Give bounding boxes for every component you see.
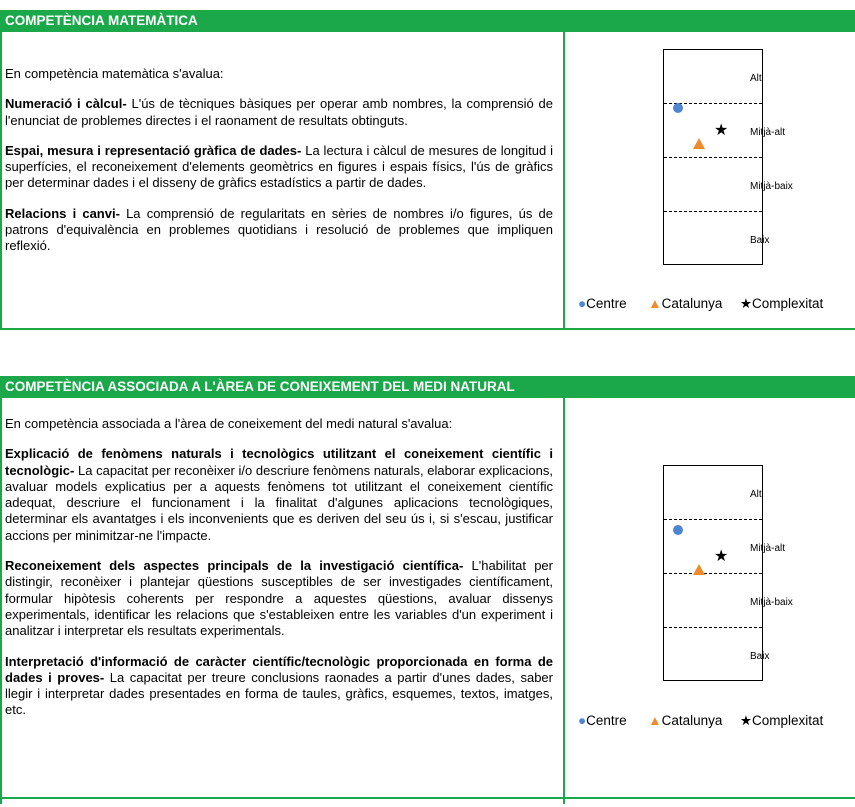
legend-catalunya-label: Catalunya: [661, 713, 723, 728]
item-reconeixement: Reconeixement dels aspectes principals de la investigació científica- L'habilitat per distingir, reconèixer i plantejar qüestions susceptibles de ser investigades científicament, formular hipòtesis coherents per respondre a aquestes qüestions, avaluar dissenys experimentals, identificar les relacions que s'estableixen entre les variables d'un experiment i analitzar i interpretar els resultats experimentals.: [5, 558, 553, 639]
left-border: [0, 32, 2, 330]
centre-marker: [673, 525, 683, 535]
bottom-border: [0, 328, 855, 330]
legend: [578, 713, 823, 729]
section-header: [0, 376, 855, 398]
gauge-divider: [664, 573, 762, 574]
level-mitja-alt: Mitjà-alt: [750, 543, 786, 554]
gauge-divider: [664, 519, 762, 520]
gauge-divider: [664, 627, 762, 628]
legend: [578, 296, 823, 312]
item-numeracio: Numeració i càlcul- L'ús de tècniques bàsiques per operar amb nombres, la comprensió de l'enunciat de problemes directes i el raonament de resultats obtinguts.: [5, 96, 553, 128]
level-baix: Baix: [750, 651, 770, 662]
legend-complexitat-label: Complexitat: [752, 296, 824, 311]
item-explicacio: Explicació de fenòmens naturals i tecnològics utilitzant el coneixement científic i tecnològic- La capacitat per reconèixer i/o descriure fenòmens naturals, elaborar explicacions, avaluar models explicatius per a aquests fenòmens tot utilitzant el coneixement científic adequat, descriure el funcionament i la finalitat d'algunes aplicacions tecnològiques, determinar els avantatges i els inconvenients que es deriven del seu ús i, si s'escau, justificar accions per minimitzar-ne l'impacte.: [5, 446, 553, 543]
legend-catalunya-icon: ▲: [648, 713, 662, 728]
level-alt: Alt: [750, 73, 762, 84]
legend-catalunya-icon: ▲: [648, 296, 662, 311]
item-relacions: Relacions i canvi- La comprensió de regularitats en sèries de nombres i/o figures, ús de patrons d'equivalència en problemes quotidians i resolució de problemes que impliquen reflexió.: [5, 205, 553, 254]
gauge-divider: [664, 157, 762, 158]
level-alt: Alt: [750, 489, 762, 500]
complexitat-marker: ★: [714, 548, 729, 565]
legend-centre-icon: ●: [578, 296, 587, 311]
left-border: [0, 398, 2, 804]
gauge-divider: [664, 211, 762, 212]
legend-catalunya-label: Catalunya: [661, 296, 723, 311]
bottom-border: [0, 797, 855, 799]
item-interpretacio: Interpretació d'informació de caràcter científic/tecnològic proporcionada en forma de dades i proves- La capacitat per treure conclusions raonades a partir d'unes dades, saber llegir i interpretar dades presentades en forma de taules, gràfics, esquemes, textos, imatges, etc.: [5, 653, 553, 718]
level-mitja-alt: Mitjà-alt: [750, 127, 786, 138]
legend-centre-label: Centre: [586, 713, 627, 728]
item-espai: Espai, mesura i representació gràfica de dades- La lectura i càlcul de mesures de longitud i superfícies, el reconeixement d'elements geomètrics en figures i espais físics, l'ús de gràfics per determinar dades i el disseny de gràfics estadístics a partir de dades.: [5, 142, 553, 191]
column-divider: [563, 32, 565, 330]
legend-complexitat-icon: ★: [739, 296, 753, 311]
legend-complexitat-icon: ★: [739, 713, 753, 728]
level-mitja-baix: Mitjà-baix: [750, 597, 793, 608]
intro-text: En competència associada a l'àrea de coneixement del medi natural s'avalua:: [5, 416, 453, 431]
level-gauge: [663, 49, 763, 265]
section-medi-natural: [0, 376, 855, 804]
level-gauge: [663, 465, 763, 681]
level-baix: Baix: [750, 235, 770, 246]
complexitat-marker: ★: [714, 122, 729, 139]
section-title: COMPETÈNCIA MATEMÀTICA: [5, 13, 198, 28]
level-mitja-baix: Mitjà-baix: [750, 181, 793, 192]
legend-complexitat-label: Complexitat: [752, 713, 824, 728]
column-divider: [563, 398, 565, 804]
section-body: [5, 66, 553, 255]
section-matematica: [0, 10, 855, 330]
section-header: [0, 10, 855, 32]
centre-marker: [673, 103, 683, 113]
legend-centre-label: Centre: [586, 296, 627, 311]
section-body: [5, 416, 553, 719]
catalunya-marker: [693, 138, 705, 149]
legend-centre-icon: ●: [578, 713, 587, 728]
section-title: COMPETÈNCIA ASSOCIADA A L'ÀREA DE CONEIXEMENT DEL MEDI NATURAL: [5, 379, 515, 394]
catalunya-marker: [693, 564, 705, 575]
intro-text: En competència matemàtica s'avalua:: [5, 66, 224, 81]
